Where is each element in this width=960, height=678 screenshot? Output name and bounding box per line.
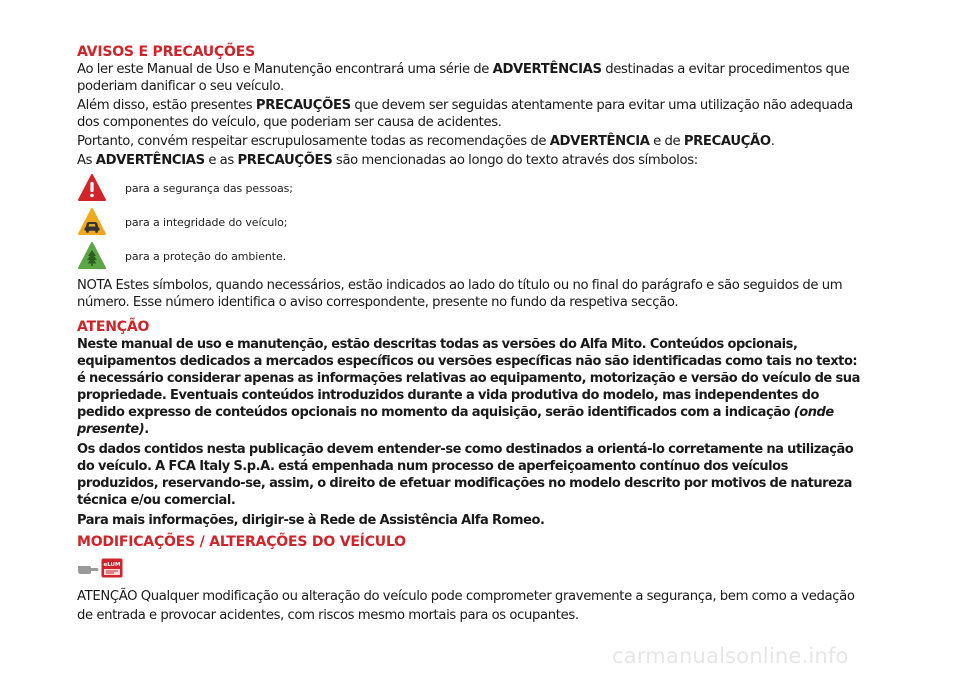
symbol-row-vehicle bbox=[77, 205, 867, 239]
paragraph-recomendacoes bbox=[77, 133, 867, 150]
symbol-list bbox=[77, 171, 867, 273]
atencao-paragraph-1 bbox=[77, 336, 867, 438]
elum-label: eLUM bbox=[103, 562, 121, 568]
text: Ao ler este Manual de Uso e Manutenção encontrará uma série de bbox=[77, 62, 493, 77]
page-content bbox=[77, 44, 867, 627]
text: destinadas a evitar procedimentos que poderiam danificar o seu veículo. bbox=[77, 62, 850, 94]
elum-badge-icon bbox=[101, 558, 123, 578]
paragraph-simbolos bbox=[77, 152, 867, 169]
section-title-atencao: ATENÇÃO bbox=[77, 319, 150, 335]
section-title-modificacoes: MODIFICAÇÕES / ALTERAÇÕES DO VEÍCULO bbox=[77, 534, 406, 550]
text: são mencionadas ao longo do texto através dos símbolos: bbox=[332, 153, 698, 168]
italic-note: (onde presente) bbox=[77, 405, 834, 437]
text: Além disso, estão presentes bbox=[77, 98, 256, 113]
environment-tree-icon bbox=[77, 241, 107, 271]
text: Neste manual de uso e manutenção, estão descritas todas as versões do Alfa Mito. Conteúdos opcionais, equipamentos dedicados a mercados específicos ou versões específicas não são identificadas como tais no texto: é necessário considerar apenas as informações relativas ao equipamento, motorização e versão do veículo de sua propriedade. Eventuais conteúdos introduzidos durante a vida produtiva do modelo, mas independentes do pedido expresso de conteúdos opcionais no momento da aquisição, serão identificados com a indicação bbox=[77, 337, 860, 420]
text: . bbox=[144, 422, 149, 437]
keyword-precaucao: PRECAUÇÃO bbox=[683, 134, 771, 149]
keyword-advertencias: ADVERTÊNCIAS bbox=[492, 62, 602, 77]
atencao-paragraph-3: Para mais informações, dirigir-se à Rede de Assistência Alfa Romeo. bbox=[77, 513, 545, 528]
vehicle-icon bbox=[77, 207, 107, 237]
paragraph-modificacoes: ATENÇÃO Qualquer modificação ou alteração do veículo pode comprometer gravemente a segurança, bem como a vedação de entrada e provocar acidentes, com riscos mesmo mortais para os ocupantes. bbox=[77, 589, 855, 623]
text: Portanto, convém respeitar escrupulosamente todas as recomendações de bbox=[77, 134, 550, 149]
text: e as bbox=[204, 153, 238, 168]
pointing-hand-icon bbox=[77, 561, 99, 575]
text: que devem ser seguidas atentamente para evitar uma utilização não adequada dos componentes do veículo, que poderiam ser causa de acidentes. bbox=[77, 98, 853, 130]
section-title-avisos: AVISOS E PRECAUÇÕES bbox=[77, 44, 255, 60]
elum-indicator bbox=[77, 557, 867, 579]
paragraph-advertencias bbox=[77, 61, 867, 95]
symbol-label-environment: para a proteção do ambiente. bbox=[125, 249, 287, 263]
text: . bbox=[770, 134, 775, 149]
keyword-precaucoes: PRECAUÇÕES bbox=[255, 98, 351, 113]
symbol-row-safety bbox=[77, 171, 867, 205]
atencao-paragraph-2: Os dados contidos nesta publicação devem entender-se como destinados a orientá-lo corretamente na utilização do veículo. A FCA Italy S.p.A. está empenhada num processo de aperfeiçoamento contínuo dos veículos produzidos, reservando-se, assim, o direito de efetuar modificações no modelo descrito por motivos de natureza técnica e/ou comercial. bbox=[77, 442, 854, 508]
keyword-precaucoes: PRECAUÇÕES bbox=[237, 153, 333, 168]
text: As bbox=[77, 153, 96, 168]
symbol-label-safety: para a segurança das pessoas; bbox=[125, 181, 293, 195]
text: e de bbox=[649, 134, 684, 149]
atencao-block bbox=[77, 336, 867, 529]
warning-triangle-icon bbox=[77, 173, 107, 203]
paragraph-nota: NOTA Estes símbolos, quando necessários, estão indicados ao lado do título ou no final do parágrafo e são seguidos de um número. Esse número identifica o aviso correspondente, presente no fundo da respetiva secção. bbox=[77, 278, 843, 310]
keyword-advertencias: ADVERTÊNCIAS bbox=[95, 153, 205, 168]
watermark: carmanualsonline.info bbox=[612, 644, 849, 668]
symbol-row-environment bbox=[77, 239, 867, 273]
keyword-advertencia: ADVERTÊNCIA bbox=[549, 134, 650, 149]
paragraph-precaucoes bbox=[77, 97, 867, 131]
symbol-label-vehicle: para a integridade do veículo; bbox=[125, 215, 288, 229]
